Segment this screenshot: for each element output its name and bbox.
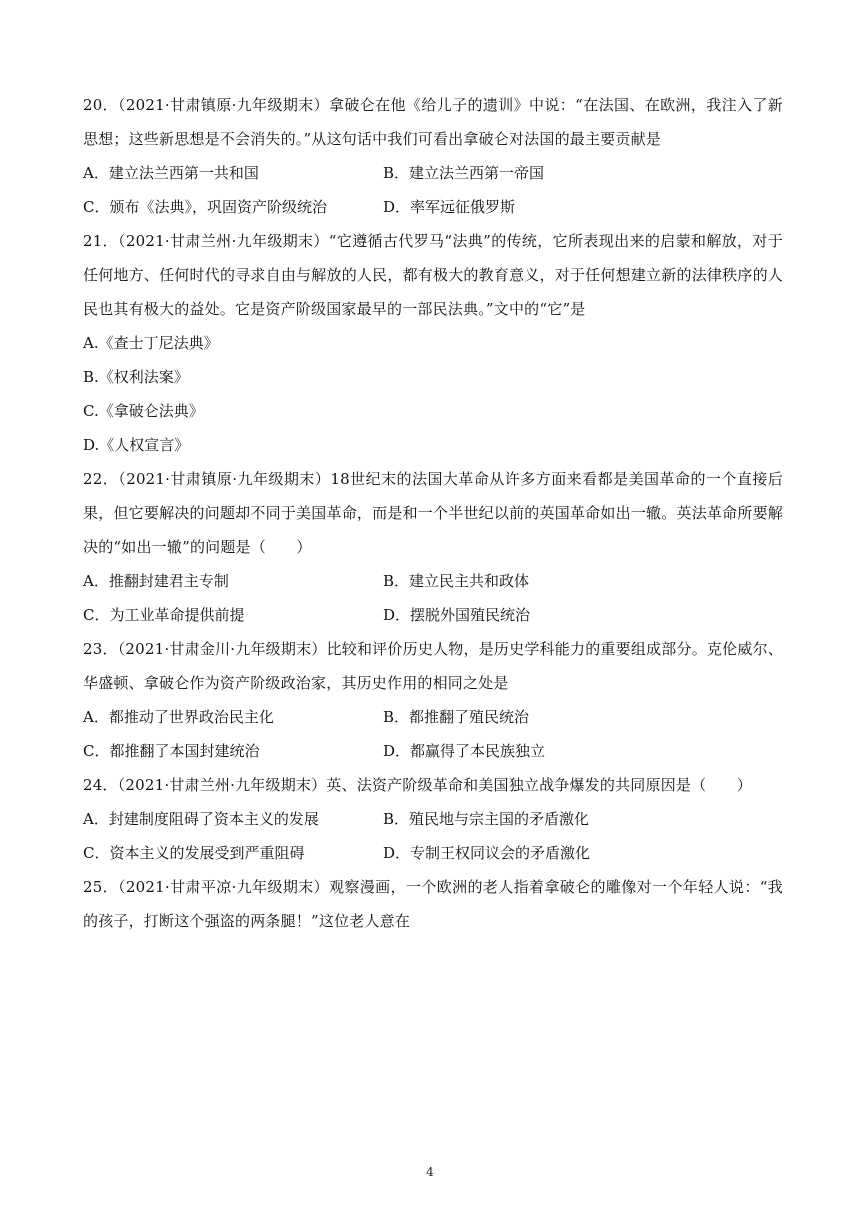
question-22 [83,462,783,632]
question-25 [83,870,783,938]
question-20-stem: 20．（2021·甘肃镇原·九年级期末）拿破仑在他《给儿子的遗训》中说：“在法国、在欧洲，我注入了新思想；这些新思想是不会消失的。”从这句话中我们可看出拿破仑对法国的最主要贡献是 [83,96,783,148]
option-a: A．推翻封建君主专制 [83,572,229,590]
question-23-options [83,700,783,768]
question-22-options [83,564,783,632]
question-20 [83,88,783,224]
question-21-options [83,326,783,462]
question-22-stem: 22．（2021·甘肃镇原·九年级期末）18世纪末的法国大革命从许多方面来看都是美国革命的一个直接后果，但它要解决的问题却不同于美国革命，而是和一个半世纪以前的英国革命如出一辙。英法革命所要解决的“如出一辙”的问题是（ ） [83,470,783,556]
option-d: D．摆脱外国殖民统治 [383,606,531,624]
option-c: C．资本主义的发展受到严重阻碍 [83,844,305,862]
option-b: B.《权利法案》 [83,368,189,386]
question-23-stem: 23．（2021·甘肃金川·九年级期末）比较和评价历史人物，是历史学科能力的重要组成部分。克伦威尔、华盛顿、拿破仑作为资产阶级政治家，其历史作用的相同之处是 [83,640,783,692]
option-d: D．专制王权同议会的矛盾激化 [383,844,591,862]
question-20-options [83,156,783,224]
question-21-stem: 21．（2021·甘肃兰州·九年级期末）“它遵循古代罗马“法典”的传统，它所表现出来的启蒙和解放，对于任何地方、任何时代的寻求自由与解放的人民，都有极大的教育意义，对于任何想建立新的法律秩序的人民也其有极大的益处。它是资产阶级国家最早的一部民法典。”文中的“它”是 [83,232,783,318]
option-b: B．都推翻了殖民统治 [383,708,530,726]
option-a: A．封建制度阻碍了资本主义的发展 [83,810,319,828]
question-21 [83,224,783,462]
option-b: B．殖民地与宗主国的矛盾激化 [383,810,590,828]
option-d: D.《人权宣言》 [83,436,190,454]
option-d: D．都赢得了本民族独立 [383,742,546,760]
option-a: A.《查士丁尼法典》 [83,334,219,352]
option-c: C．颁布《法典》，巩固资产阶级统治 [83,198,327,216]
option-d: D．率军远征俄罗斯 [383,198,516,216]
page-number: 4 [426,1165,434,1179]
option-b: B．建立民主共和政体 [383,572,530,590]
question-24-options [83,802,783,870]
option-a: A．建立法兰西第一共和国 [83,164,259,182]
question-23 [83,632,783,768]
option-c: C．为工业革命提供前提 [83,606,245,624]
option-c: C.《拿破仑法典》 [83,402,204,420]
question-24-stem: 24．（2021·甘肃兰州·九年级期末）英、法资产阶级革命和美国独立战争爆发的共同原因是（ ） [83,776,752,794]
question-24 [83,768,783,870]
option-b: B．建立法兰西第一帝国 [383,164,545,182]
question-25-stem: 25．（2021·甘肃平凉·九年级期末）观察漫画，一个欧洲的老人指着拿破仑的雕像对一个年轻人说：“我的孩子，打断这个强盗的两条腿！”这位老人意在 [83,878,783,930]
option-a: A．都推动了世界政治民主化 [83,708,274,726]
question-list [83,88,783,938]
option-c: C．都推翻了本国封建统治 [83,742,260,760]
